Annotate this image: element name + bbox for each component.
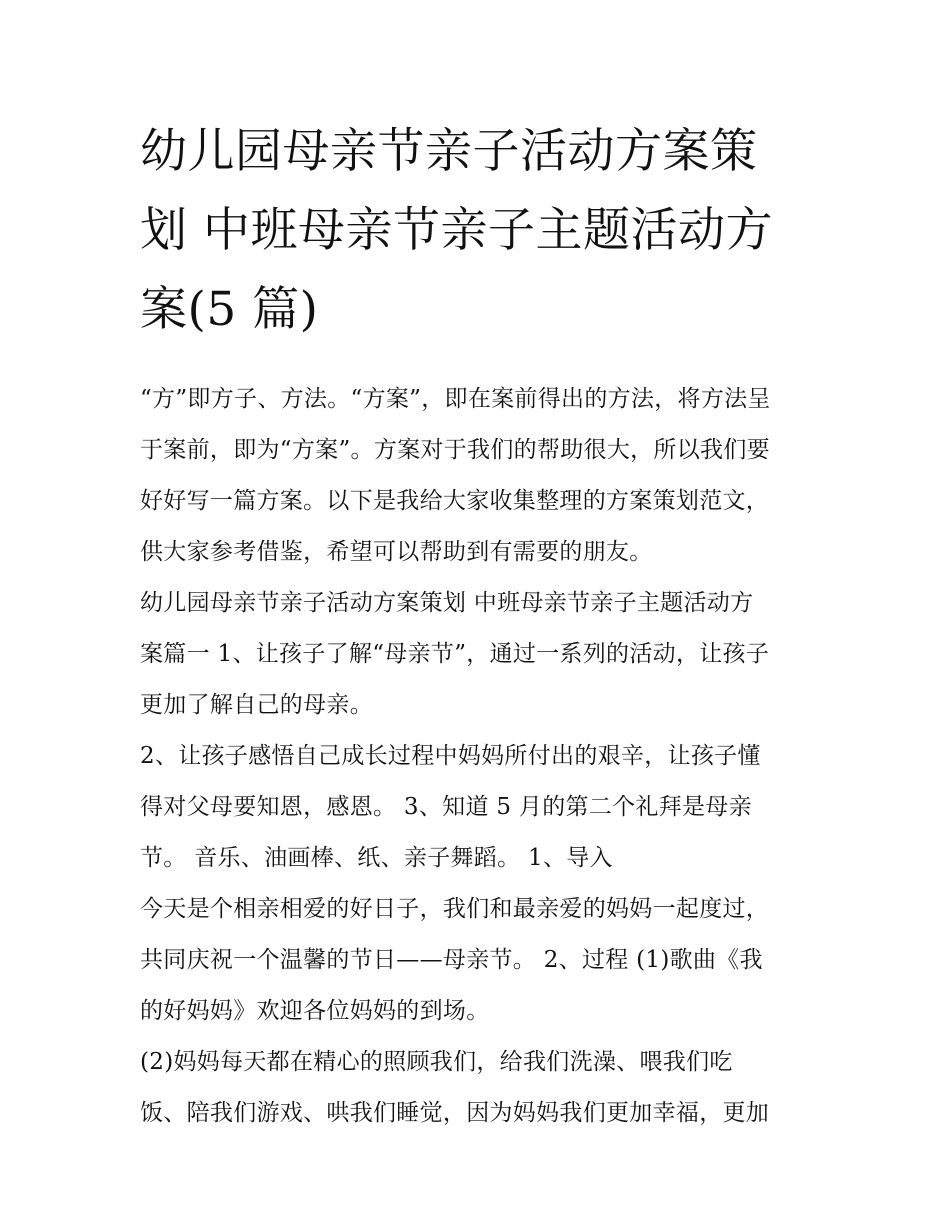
body-line: 饭、陪我们游戏、哄我们睡觉，因为妈妈我们更加幸福，更加 xyxy=(140,1100,770,1126)
body-line: 2、让孩子感悟自己成长过程中妈妈所付出的艰辛，让孩子懂 xyxy=(140,743,761,769)
body-line: 今天是个相亲相爱的好日子，我们和最亲爱的妈妈一起度过， xyxy=(140,896,770,922)
document-title xyxy=(140,112,820,349)
body-line: 好好写一篇方案。以下是我给大家收集整理的方案策划范文， xyxy=(140,488,770,514)
body-line: 幼儿园母亲节亲子活动方案策划 中班母亲节亲子主题活动方 xyxy=(140,590,754,616)
body-line: 于案前，即为“方案”。方案对于我们的帮助很大，所以我们要 xyxy=(140,437,770,463)
body-line: 节。 音乐、油画棒、纸、亲子舞蹈。 1、导入 xyxy=(140,845,613,871)
title-line: 案(5 篇) xyxy=(140,282,319,337)
document-content xyxy=(140,112,820,1139)
body-line: “方”即方子、方法。“方案”，即在案前得出的方法，将方法呈 xyxy=(140,386,771,412)
body-line: 共同庆祝一个温馨的节日——母亲节。 2、过程 (1)歌曲《我 xyxy=(140,947,763,973)
body-line: 的好妈妈》欢迎各位妈妈的到场。 xyxy=(140,998,490,1024)
body-line: 得对父母要知恩，感恩。 3、知道 5 月的第二个礼拜是母亲 xyxy=(140,794,752,820)
body-line: 案篇一 1、让孩子了解“母亲节”，通过一系列的活动，让孩子 xyxy=(140,641,770,667)
document-body xyxy=(140,374,820,1139)
body-line: 更加了解自己的母亲。 xyxy=(140,692,373,718)
body-line: 供大家参考借鉴，希望可以帮助到有需要的朋友。 xyxy=(140,539,653,565)
title-line: 幼儿园母亲节亲子活动方案策 xyxy=(140,124,758,179)
body-line: (2)妈妈每天都在精心的照顾我们，给我们洗澡、喂我们吃 xyxy=(140,1049,733,1075)
title-line: 划 中班母亲节亲子主题活动方 xyxy=(140,203,773,258)
